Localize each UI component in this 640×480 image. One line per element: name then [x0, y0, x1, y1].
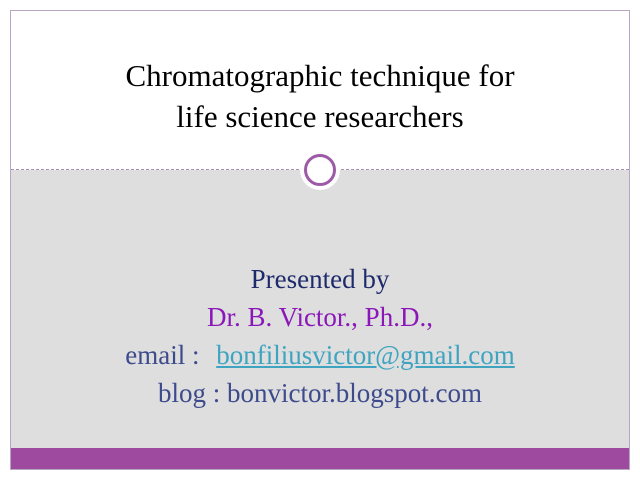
email-row [11, 336, 629, 374]
slide-title [11, 55, 629, 137]
author-name: Dr. B. Victor., Ph.D., [207, 302, 433, 332]
ornament-ring [304, 154, 336, 186]
presenter-info [11, 260, 629, 412]
title-line-2: life science researchers [176, 99, 464, 134]
blog-line: blog : bonvictor.blogspot.com [158, 378, 482, 408]
email-link[interactable]: bonfiliusvictor@gmail.com [216, 340, 515, 370]
slide [10, 10, 630, 470]
footer-bar [11, 448, 629, 469]
email-label: email : [125, 340, 207, 370]
body-area [11, 170, 629, 448]
title-area [11, 11, 629, 169]
circle-ornament-icon [300, 150, 340, 190]
title-line-1: Chromatographic technique for [125, 58, 515, 93]
presented-by-label: Presented by [250, 264, 390, 294]
